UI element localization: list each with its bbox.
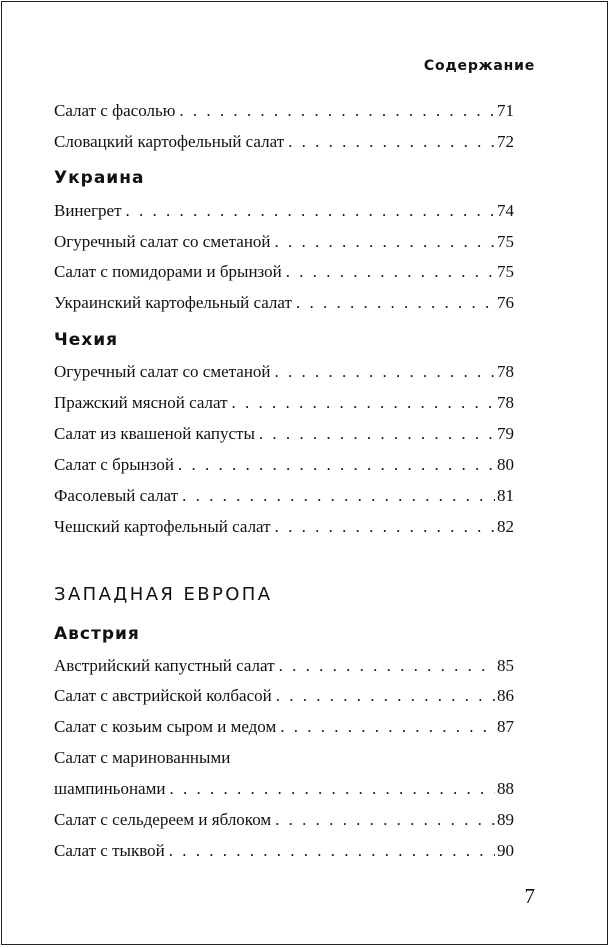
toc-entry-title: Салат с тыквой xyxy=(54,841,165,860)
toc-entry[interactable] xyxy=(54,293,514,313)
toc-entry-page: 86 xyxy=(497,686,514,705)
toc-entry-title: Салат с сельдереем и яблоком xyxy=(54,810,272,829)
dot-leader xyxy=(169,841,495,861)
toc-entry-page: 78 xyxy=(497,362,514,381)
toc-entry[interactable] xyxy=(54,132,514,152)
toc-entry[interactable] xyxy=(54,841,514,861)
toc-entry-page: 87 xyxy=(497,717,514,736)
toc-entry-page: 75 xyxy=(497,232,514,251)
toc-entry-title: Салат с австрийской колбасой xyxy=(54,686,272,705)
toc-entry-title-line1[interactable]: Салат с маринованными xyxy=(54,748,231,767)
toc-entry[interactable] xyxy=(54,517,514,537)
toc-entry-page: 88 xyxy=(497,779,514,798)
dot-leader xyxy=(275,362,495,382)
toc-entry-title: Австрийский капустный салат xyxy=(54,656,275,675)
toc-entry[interactable] xyxy=(54,232,514,252)
dot-leader xyxy=(288,132,495,152)
page-number: 7 xyxy=(524,884,535,908)
dot-leader xyxy=(276,686,495,706)
toc-entry[interactable] xyxy=(54,424,514,444)
country-heading-ukraine: Украина xyxy=(54,168,145,188)
toc-entry-title: Пражский мясной салат xyxy=(54,393,228,412)
toc-entry-page: 79 xyxy=(497,424,514,443)
dot-leader xyxy=(232,393,495,413)
dot-leader xyxy=(169,779,495,799)
toc-entry-page: 74 xyxy=(497,201,514,220)
toc-entry-title: Чешский картофельный салат xyxy=(54,517,271,536)
dot-leader xyxy=(275,810,495,830)
toc-entry-title: Салат с козьим сыром и медом xyxy=(54,717,277,736)
section-heading-western-europe: ЗАПАДНАЯ ЕВРОПА xyxy=(54,584,273,605)
toc-entry-page: 76 xyxy=(497,293,514,312)
toc-entry-page: 71 xyxy=(497,101,514,120)
toc-entry[interactable] xyxy=(54,486,514,506)
toc-entry-title: Салат из квашеной капусты xyxy=(54,424,255,443)
toc-entry-title: Салат с помидорами и брынзой xyxy=(54,262,282,281)
toc-entry[interactable] xyxy=(54,201,514,221)
toc-entry-page: 81 xyxy=(497,486,514,505)
toc-entry[interactable] xyxy=(54,262,514,282)
dot-leader xyxy=(279,656,495,676)
dot-leader xyxy=(286,262,495,282)
toc-entry[interactable] xyxy=(54,393,514,413)
toc-entry[interactable] xyxy=(54,101,514,121)
toc-entry[interactable] xyxy=(54,455,514,475)
dot-leader xyxy=(296,293,495,313)
toc-entry[interactable] xyxy=(54,717,514,737)
toc-entry-page: 89 xyxy=(497,810,514,829)
dot-leader xyxy=(275,517,495,537)
toc-entry-page: 90 xyxy=(497,841,514,860)
toc-entry[interactable] xyxy=(54,362,514,382)
toc-entry-title: Салат с брынзой xyxy=(54,455,174,474)
dot-leader xyxy=(179,101,495,121)
book-page xyxy=(1,1,608,945)
toc-entry-page: 72 xyxy=(497,132,514,151)
toc-entry-title: Салат с фасолью xyxy=(54,101,176,120)
country-heading-austria: Австрия xyxy=(54,624,140,644)
dot-leader xyxy=(259,424,495,444)
toc-entry-title: Винегрет xyxy=(54,201,122,220)
toc-entry-title: Огуречный салат со сметаной xyxy=(54,362,271,381)
toc-entry[interactable] xyxy=(54,686,514,706)
toc-entry[interactable] xyxy=(54,810,514,830)
running-head: Содержание xyxy=(423,58,535,74)
dot-leader xyxy=(280,717,495,737)
dot-leader xyxy=(182,486,495,506)
dot-leader xyxy=(275,232,495,252)
toc-entry-page: 80 xyxy=(497,455,514,474)
toc-entry[interactable] xyxy=(54,779,514,799)
toc-entry-page: 75 xyxy=(497,262,514,281)
toc-entry-page: 82 xyxy=(497,517,514,536)
toc-entry-title: Украинский картофельный салат xyxy=(54,293,292,312)
toc-entry-page: 85 xyxy=(497,656,514,675)
toc-entry-title: Словацкий картофельный салат xyxy=(54,132,285,151)
toc-entry-page: 78 xyxy=(497,393,514,412)
toc-entry[interactable] xyxy=(54,656,514,676)
dot-leader xyxy=(126,201,495,221)
toc-entry-title: Огуречный салат со сметаной xyxy=(54,232,271,251)
toc-entry-title-line2: шампиньонами xyxy=(54,779,166,798)
dot-leader xyxy=(178,455,495,475)
country-heading-czech: Чехия xyxy=(54,330,119,350)
toc-entry-title: Фасолевый салат xyxy=(54,486,179,505)
